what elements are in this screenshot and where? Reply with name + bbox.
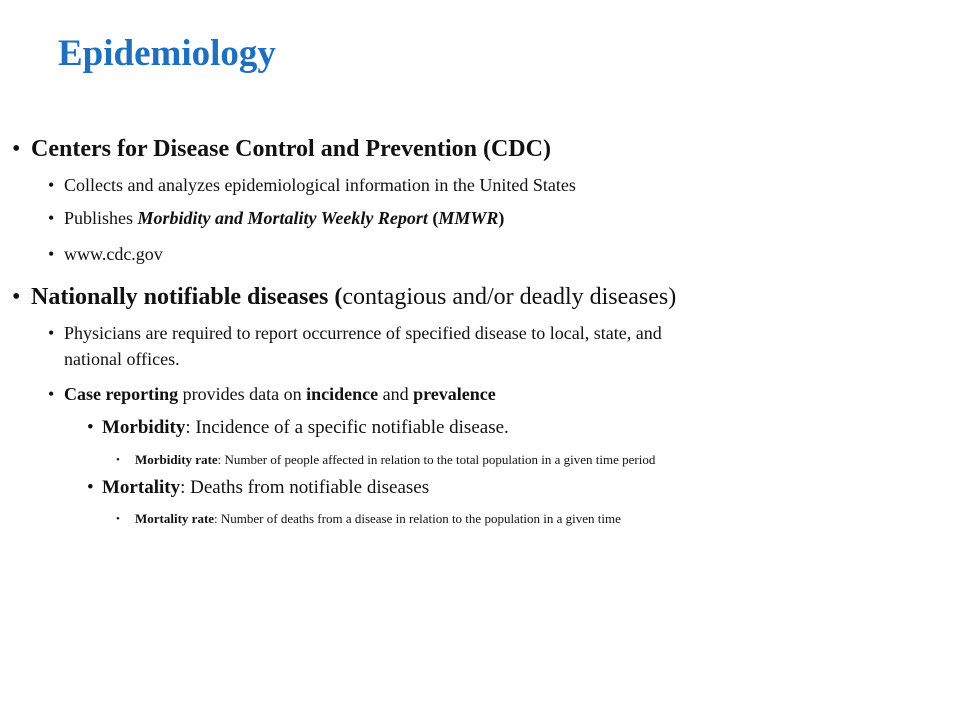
cdc-publishes-text: Publishes Morbidity and Mortality Weekly Report (MMWR): [64, 208, 505, 228]
bullet-icon: •: [48, 175, 55, 195]
physicians-text-line-2: national offices.: [64, 349, 180, 369]
bullet-icon: •: [116, 454, 120, 466]
cdc-website-link[interactable]: www.cdc.gov: [64, 244, 163, 264]
case-reporting-text: Case reporting provides data on incidence and prevalence: [64, 384, 496, 404]
cdc-heading: Centers for Disease Control and Prevention (CDC): [31, 136, 551, 162]
mortality-rate-text: Mortality rate: Number of deaths from a disease in relation to the population in a given time: [135, 511, 621, 526]
slide-title: Epidemiology: [58, 33, 276, 74]
morbidity-rate-text: Morbidity rate: Number of people affected in relation to the total population in a given time period: [135, 452, 656, 467]
physicians-text-line-1: Physicians are required to report occurrence of specified disease to local, state, and: [64, 323, 662, 343]
cdc-collects-text: Collects and analyzes epidemiological information in the United States: [64, 175, 576, 195]
bullet-icon: •: [87, 417, 94, 438]
bullet-icon: •: [12, 136, 21, 162]
bullet-icon: •: [48, 244, 55, 264]
bullet-icon: •: [48, 384, 55, 404]
notifiable-heading: Nationally notifiable diseases (contagious and/or deadly diseases): [31, 284, 677, 310]
bullet-icon: •: [48, 208, 55, 228]
bullet-icon: •: [48, 323, 55, 343]
bullet-icon: •: [87, 477, 94, 498]
morbidity-text: Morbidity: Incidence of a specific notifiable disease.: [102, 417, 509, 438]
bullet-icon: •: [12, 284, 21, 310]
mortality-text: Mortality: Deaths from notifiable diseases: [102, 477, 430, 498]
bullet-icon: •: [116, 513, 120, 525]
